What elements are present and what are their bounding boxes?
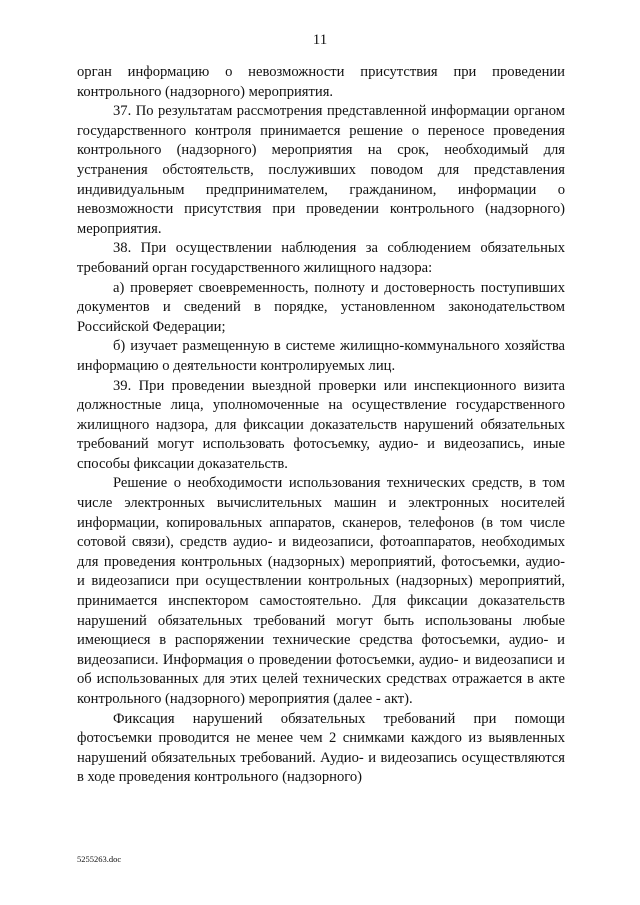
paragraph-item-37: 37. По результатам рассмотрения представленной информации органом государственного контроля принимается решение о переносе проведения контрольного (надзорного) мероприятия на срок, необходимый для устранения обстоятельств, послуживших поводом для представления индивидуальным предпринимателем, гражданином, информации о невозможности присутствия при проведении контрольного (надзорного) мероприятия. (77, 103, 565, 237)
page-number: 11 (312, 32, 328, 48)
paragraph-technical-means: Решение о необходимости использования технических средств, в том числе электронных вычислительных машин и электронных носителей информации, копировальных аппаратов, сканеров, телефонов (в том числе сотовой связи), средств аудио- и видеозаписи, фотоаппаратов, необходимых для проведения контрольных (надзорных) мероприятий, фотосъемки, аудио- и видеозаписи при осуществлении контрольных (надзорных) мероприятий, принимается инспектором самостоятельно. Для фиксации доказательств нарушений обязательных требований могут быть использованы любые имеющиеся в распоряжении технические средства фотосъемки, аудио- и видеозаписи. Информация о проведении фотосъемки, аудио- и видеозаписи и об использованных для этих целей технических средствах отражается в акте контрольного (надзорного) мероприятия (далее - акт). (77, 475, 565, 707)
paragraph-continuation: орган информацию о невозможности присутствия при проведении контрольного (надзорного) мероприятия. (77, 64, 565, 100)
document-footer: 5255263.doc (77, 854, 122, 864)
paragraph-photo-fixation: Фиксация нарушений обязательных требований при помощи фотосъемки проводится не менее чем 2 снимками каждого из выявленных нарушений обязательных требований. Аудио- и видеозапись осуществляются в ходе проведения контрольного (надзорного) (77, 710, 565, 786)
paragraph-item-38a: а) проверяет своевременность, полноту и достоверность поступивших документов и сведений в порядке, установленном законодательством Российской Федерации; (77, 279, 565, 335)
paragraph-item-38b: б) изучает размещенную в системе жилищно-коммунального хозяйства информацию о деятельности контролируемых лиц. (77, 338, 565, 374)
paragraph-item-39: 39. При проведении выездной проверки или инспекционного визита должностные лица, уполномоченные на осуществление государственного жилищного надзора, для фиксации доказательств нарушений обязательных требований могут использовать фотосъемку, аудио- и видеозапись, иные способы фиксации доказательств. (77, 377, 565, 472)
document-body (77, 63, 565, 788)
paragraph-item-38: 38. При осуществлении наблюдения за соблюдением обязательных требований орган государственного жилищного надзора: (77, 240, 565, 276)
